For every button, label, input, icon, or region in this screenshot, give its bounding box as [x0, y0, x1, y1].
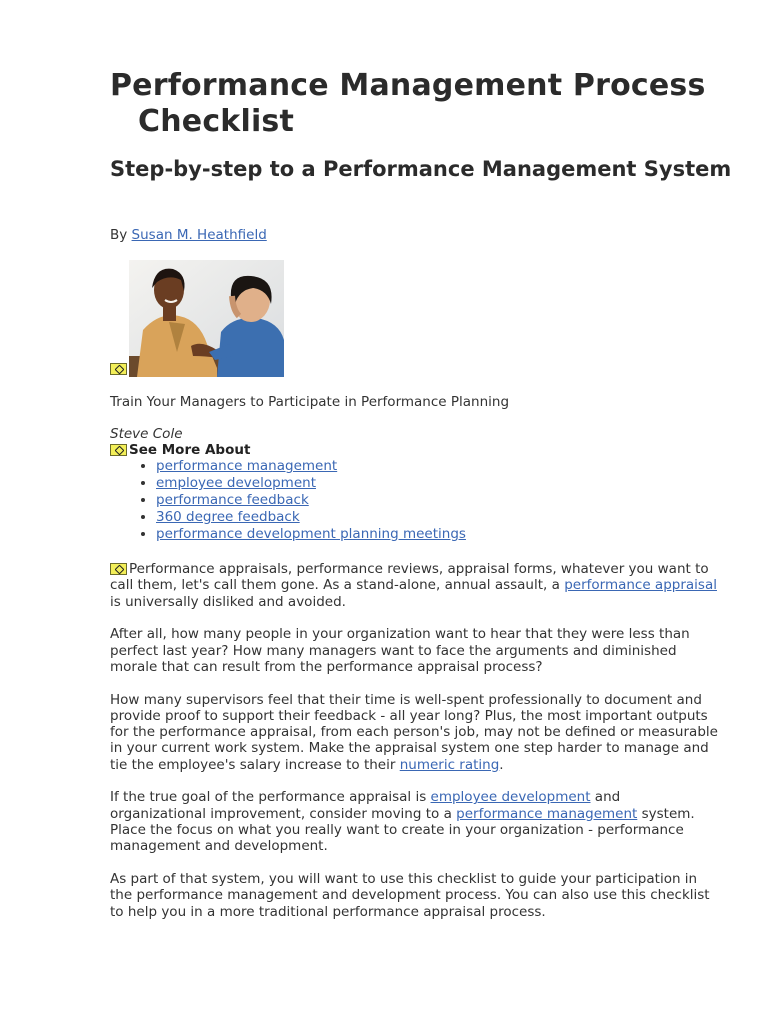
byline: [110, 226, 267, 244]
paragraph-text: system. Place the focus on what you really want to create in your organization - performance management and development.: [110, 805, 695, 855]
list-item: [156, 458, 466, 475]
topic-link[interactable]: performance development planning meetings: [156, 526, 466, 542]
photo-credit: Steve Cole: [110, 426, 183, 442]
article-subtitle: Step-by-step to a Performance Management System: [110, 157, 732, 181]
inline-link[interactable]: performance management: [456, 805, 638, 822]
topic-link[interactable]: performance management: [156, 458, 338, 474]
topic-link[interactable]: performance feedback: [156, 492, 309, 508]
photo-block: [110, 260, 285, 378]
broken-image-icon: [110, 444, 127, 456]
paragraph: [110, 789, 720, 854]
see-more-list: [110, 458, 466, 543]
see-more-heading: [110, 442, 250, 459]
inline-link[interactable]: performance appraisal: [564, 577, 717, 594]
list-item: [156, 492, 466, 509]
photo-caption: Train Your Managers to Participate in Performance Planning: [110, 394, 510, 410]
paragraph-text: and organizational improvement, consider moving to a: [110, 789, 621, 822]
paragraph: After all, how many people in your organization want to hear that they were less than perfect last year? How many managers want to face the arguments and diminished morale that can result from the performance appraisal process?: [110, 626, 690, 675]
list-item: [156, 475, 466, 492]
paragraph-text: If the true goal of the performance appraisal is: [110, 789, 431, 806]
paragraph: [110, 561, 720, 610]
article-title: Performance Management Process Checklist: [110, 68, 706, 139]
broken-image-icon: [110, 563, 127, 575]
topic-link[interactable]: 360 degree feedback: [156, 509, 300, 525]
inline-link[interactable]: employee development: [430, 789, 591, 806]
paragraph: [110, 692, 720, 773]
interview-photo: [129, 260, 284, 377]
article-body: [110, 561, 720, 936]
paragraph-text: Performance appraisals, performance reviews, appraisal forms, whatever you want to call them, let's call them gone. As a stand-alone, annual assault, a: [110, 561, 709, 594]
list-item: [156, 526, 466, 543]
paragraph-text: is universally disliked and avoided.: [110, 593, 346, 610]
paragraph-text: .: [499, 756, 504, 773]
paragraph: As part of that system, you will want to use this checklist to guide your participation in the performance management and development process. You can also use this checklist to help you in a more traditional performance appraisal process.: [110, 871, 710, 920]
broken-image-icon: [110, 363, 127, 375]
paragraph-text: How many supervisors feel that their time is well-spent professionally to document and provide proof to support their feedback - all year long? Plus, the most important outputs for the performance appraisal, from each person's job, may not be defined or measurable in your current work system. Make the appraisal system one step harder to manage and tie the employee's salary increase to their: [110, 691, 718, 773]
author-link[interactable]: Susan M. Heathfield: [131, 227, 267, 243]
list-item: [156, 509, 466, 526]
byline-prefix: By: [110, 227, 132, 243]
inline-link[interactable]: numeric rating: [399, 756, 500, 773]
see-more-label: See More About: [129, 442, 251, 458]
topic-link[interactable]: employee development: [156, 475, 316, 491]
